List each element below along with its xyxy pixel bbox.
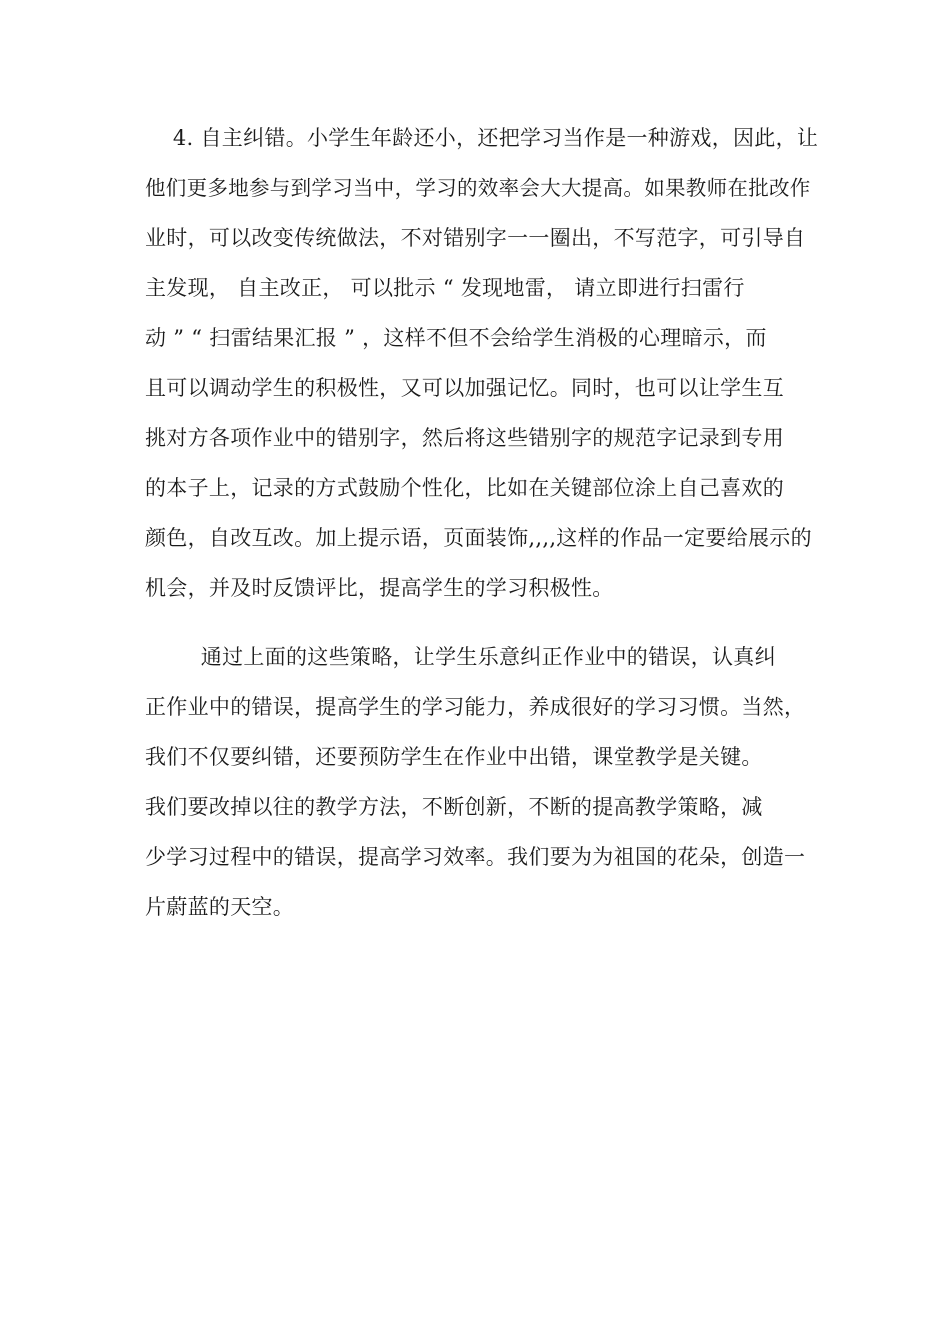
paragraph-1-line-6: 且可以调动学生的积极性，又可以加强记忆。同时，也可以让学生互 bbox=[145, 376, 784, 400]
paragraph-2-line-2: 正作业中的错误，提高学生的学习能力，养成很好的学习习惯。当然， bbox=[145, 695, 806, 719]
paragraph-1-line-9: 颜色，自改互改。加上提示语，页面装饰,,,,这样的作品一定要给展示的 bbox=[145, 526, 812, 550]
paragraph-1-line-1: 4. 自主纠错。小学生年龄还小，还把学习当作是一种游戏，因此，让 bbox=[145, 126, 819, 150]
paragraph-2-line-6: 片蔚蓝的天空。 bbox=[145, 895, 295, 919]
paragraph-1-line-5: 动 ” “ 扫雷结果汇报 ” ，这样不但不会给学生消极的心理暗示，而 bbox=[145, 326, 767, 350]
paragraph-1-line-10: 机会，并及时反馈评比，提高学生的学习积极性。 bbox=[145, 576, 614, 600]
paragraph-1-line-2: 他们更多地参与到学习当中，学习的效率会大大提高。如果教师在批改作 bbox=[145, 176, 811, 200]
paragraph-2-line-3: 我们不仅要纠错，还要预防学生在作业中出错，课堂教学是关键。 bbox=[145, 745, 763, 769]
paragraph-2-line-1: 通过上面的这些策略，让学生乐意纠正作业中的错误，认真纠 bbox=[145, 645, 776, 669]
paragraph-2-line-4: 我们要改掉以往的教学方法，不断创新，不断的提高教学策略，减 bbox=[145, 795, 763, 819]
paragraph-1-line-8: 的本子上，记录的方式鼓励个性化，比如在关键部位涂上自己喜欢的 bbox=[145, 476, 784, 500]
paragraph-1-line-4: 主发现， 自主改正， 可以批示 “ 发现地雷， 请立即进行扫雷行 bbox=[145, 276, 745, 300]
paragraph-1-line-7: 挑对方各项作业中的错别字，然后将这些错别字的规范字记录到专用 bbox=[145, 426, 784, 450]
paragraph-1-line-3: 业时，可以改变传统做法，不对错别字一一圈出，不写范字，可引导自 bbox=[145, 226, 806, 250]
paragraph-2-line-5: 少学习过程中的错误，提高学习效率。我们要为为祖国的花朵，创造一 bbox=[145, 845, 806, 869]
